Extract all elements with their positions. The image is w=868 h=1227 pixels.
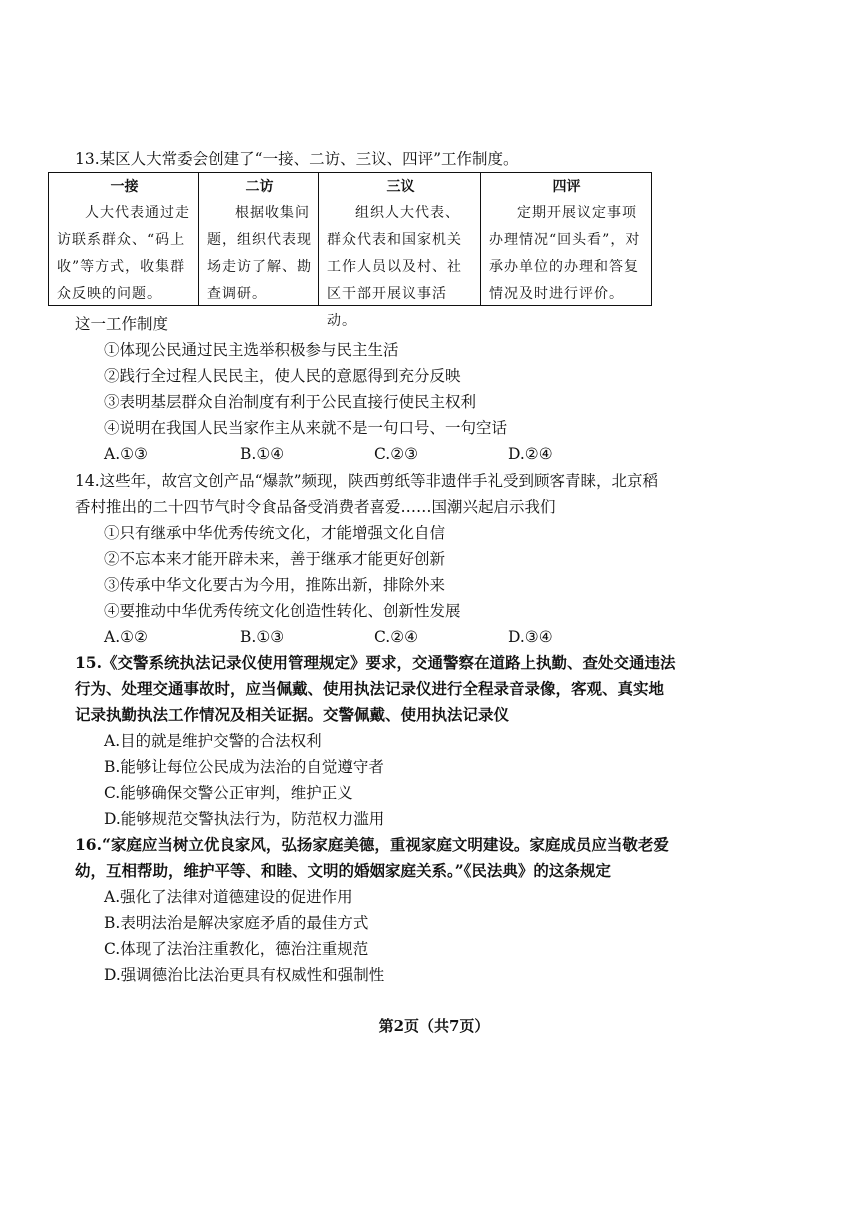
q16-stem-line-1: 16.“家庭应当树立优良家风，弘扬家庭美德，重视家庭文明建设。家庭成员应当敬老爱 xyxy=(75,835,669,854)
q13-cell-3-head: 三议 xyxy=(386,179,415,195)
q14-option-d: D.③④ xyxy=(508,628,553,646)
q13-cell-4 xyxy=(481,173,650,305)
q15-option-d: D.能够规范交警执法行为，防范权力滥用 xyxy=(104,810,385,828)
q15-option-a: A.目的就是维护交警的合法权利 xyxy=(104,732,322,750)
q14-stem-line-2: 香村推出的二十四节气时令食品备受消费者喜爱……国潮兴起启示我们 xyxy=(75,498,556,516)
q13-cell-3-body: 组织人大代表、群众代表和国家机关工作人员以及村、社区干部开展议事活动。 xyxy=(327,205,462,329)
q16-option-a: A.强化了法律对道德建设的促进作用 xyxy=(104,888,353,906)
q13-stem: 13.某区人大常委会创建了“一接、二访、三议、四评”工作制度。 xyxy=(75,150,519,168)
q13-cell-4-head: 四评 xyxy=(552,179,581,195)
q15-stem-line-3: 记录执勤执法工作情况及相关证据。交警佩戴、使用执法记录仪 xyxy=(75,705,510,724)
q15-stem-line-1: 15.《交警系统执法记录仪使用管理规定》要求，交通警察在道路上执勤、查处交通违法 xyxy=(75,653,676,672)
q13-item-1: ①体现公民通过民主选举积极参与民主生活 xyxy=(104,341,399,359)
q15-option-c: C.能够确保交警公正审判，维护正义 xyxy=(104,784,353,802)
q16-stem-line-2: 幼，互相帮助，维护平等、和睦、文明的婚姻家庭关系。”《民法典》的这条规定 xyxy=(75,861,611,880)
q13-item-3: ③表明基层群众自治制度有利于公民直接行使民主权利 xyxy=(104,393,477,411)
q13-cell-2-head: 二访 xyxy=(245,179,274,195)
q16-option-d: D.强调德治比法治更具有权威性和强制性 xyxy=(104,966,385,984)
q13-item-4: ④说明在我国人民当家作主从来就不是一句口号、一句空话 xyxy=(104,419,508,437)
q13-cell-1-body: 人大代表通过走访联系群众、“码上收”等方式，收集群众反映的问题。 xyxy=(57,205,190,302)
q14-stem-line-1: 14.这些年，故宫文创产品“爆款”频现，陕西剪纸等非遗伴手礼受到顾客青睐，北京稻 xyxy=(75,472,659,490)
q14-item-1: ①只有继承中华优秀传统文化，才能增强文化自信 xyxy=(104,524,446,542)
q13-option-b: B.①④ xyxy=(240,445,285,463)
q14-option-c: C.②④ xyxy=(374,628,419,646)
q13-option-c: C.②③ xyxy=(374,445,419,463)
q14-item-4: ④要推动中华优秀传统文化创造性转化、创新性发展 xyxy=(104,602,461,620)
q13-cell-1 xyxy=(49,173,199,305)
q13-cell-1-head: 一接 xyxy=(110,179,139,195)
q13-option-d: D.②④ xyxy=(508,445,553,463)
q13-item-2: ②践行全过程人民民主，使人民的意愿得到充分反映 xyxy=(104,367,461,385)
q13-cell-2 xyxy=(199,173,319,305)
q13-cell-3 xyxy=(319,173,481,329)
page-footer: 第2页（共7页） xyxy=(378,1017,490,1035)
q15-stem-line-2: 行为、处理交通事故时，应当佩戴、使用执法记录仪进行全程录音录像，客观、真实地 xyxy=(75,679,665,698)
q15-option-b: B.能够让每位公民成为法治的自觉遵守者 xyxy=(104,758,384,776)
q16-option-c: C.体现了法治注重教化，德治注重规范 xyxy=(104,940,369,958)
q14-option-b: B.①③ xyxy=(240,628,285,646)
q16-option-b: B.表明法治是解决家庭矛盾的最佳方式 xyxy=(104,914,369,932)
q14-option-a: A.①② xyxy=(104,628,148,646)
q13-cell-4-body: 定期开展议定事项办理情况“回头看”，对承办单位的办理和答复情况及时进行评价。 xyxy=(489,205,641,302)
q14-item-3: ③传承中华文化要古为今用，推陈出新，排除外来 xyxy=(104,576,446,594)
q13-lead: 这一工作制度 xyxy=(75,315,169,333)
q13-option-a: A.①③ xyxy=(104,445,148,463)
q13-cell-2-body: 根据收集问题，组织代表现场走访了解、勘查调研。 xyxy=(207,205,312,302)
q14-item-2: ②不忘本来才能开辟未来，善于继承才能更好创新 xyxy=(104,550,446,568)
